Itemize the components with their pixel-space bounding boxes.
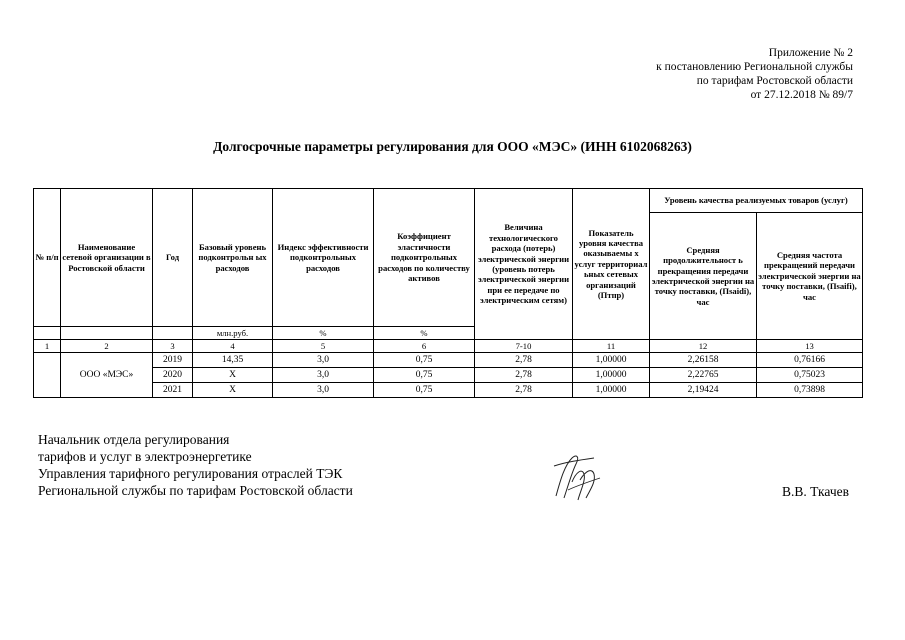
unit-cell [34,327,61,340]
coef-cell: 0,75 [374,383,475,398]
header-saifi: Средняя частота прекращений передачи электрической энергии на точку поставки, (Пsaifi), час [757,213,863,340]
signature-block [38,431,353,499]
saifi-cell: 0,73898 [757,383,863,398]
appendix-note [656,46,853,102]
column-number: 4 [193,340,273,353]
row-num-cell [34,353,61,398]
base-cell: X [193,368,273,383]
column-number: 13 [757,340,863,353]
signer-position-line: Региональной службы по тарифам Ростовской области [38,483,353,498]
signer-position-line: Управления тарифного регулирования отраслей ТЭК [38,466,343,481]
year-cell: 2021 [153,383,193,398]
organization-name: ООО «МЭС» [61,353,153,398]
level-cell: 1,00000 [573,383,650,398]
column-number: 7-10 [475,340,573,353]
header-quality-level: Показатель уровня качества оказываемы х услуг территориал ьных сетевых организаций (Птпр) [573,189,650,340]
appendix-line: Приложение № 2 [768,47,853,59]
base-cell: X [193,383,273,398]
saifi-cell: 0,75023 [757,368,863,383]
appendix-line: от 27.12.2018 № 89/7 [750,89,853,101]
parameters-table [33,188,863,398]
year-cell: 2019 [153,353,193,368]
column-number: 5 [273,340,374,353]
column-number: 1 [34,340,61,353]
index-cell: 3,0 [273,353,374,368]
saidi-cell: 2,26158 [650,353,757,368]
unit-index: % [273,327,374,340]
loss-cell: 2,78 [475,368,573,383]
header-quality-group: Уровень качества реализуемых товаров (услуг) [650,189,863,213]
header-year: Год [153,189,193,327]
appendix-line: к постановлению Региональной службы [656,61,853,73]
handwritten-signature [550,452,604,504]
signer-name: В.В. Ткачев [781,484,849,499]
table-row [34,353,863,368]
header-efficiency-index: Индекс эффективности подконтрольных расходов [273,189,374,327]
level-cell: 1,00000 [573,353,650,368]
level-cell: 1,00000 [573,368,650,383]
column-number: 2 [61,340,153,353]
loss-cell: 2,78 [475,383,573,398]
table-row [34,383,863,398]
coef-cell: 0,75 [374,368,475,383]
header-tech-losses: Величина технологического расхода (потерь) электрической энергии (уровень потерь электрической энергии при ее передаче по электрическим сетям) [475,189,573,340]
appendix-line: по тарифам Ростовской области [696,75,853,87]
base-cell: 14,35 [193,353,273,368]
unit-base: млн.руб. [193,327,273,340]
index-cell: 3,0 [273,368,374,383]
document-title: Долгосрочные параметры регулирования для ООО «МЭС» (ИНН 6102068263) [213,139,692,154]
saifi-cell: 0,76166 [757,353,863,368]
header-base-level: Базовый уровень подконтрольн ых расходов [193,189,273,327]
header-elasticity-coef: Коэффициент эластичности подконтрольных расходов по количеству активов [374,189,475,327]
header-saidi: Средняя продолжительност ь прекращения передачи электрической энергии на точку поставки, (Пsaidi), час [650,213,757,340]
column-number: 6 [374,340,475,353]
loss-cell: 2,78 [475,353,573,368]
year-cell: 2020 [153,368,193,383]
header-org: Наименование сетевой организации в Ростовской области [61,189,153,327]
signer-position-line: тарифов и услуг в электроэнергетике [38,449,252,464]
header-num: № п/п [34,189,61,327]
saidi-cell: 2,19424 [650,383,757,398]
column-number: 12 [650,340,757,353]
unit-cell [153,327,193,340]
table-row [34,368,863,383]
unit-coef: % [374,327,475,340]
coef-cell: 0,75 [374,353,475,368]
column-number: 11 [573,340,650,353]
index-cell: 3,0 [273,383,374,398]
signer-position-line: Начальник отдела регулирования [38,432,230,447]
unit-cell [61,327,153,340]
column-number: 3 [153,340,193,353]
saidi-cell: 2,22765 [650,368,757,383]
